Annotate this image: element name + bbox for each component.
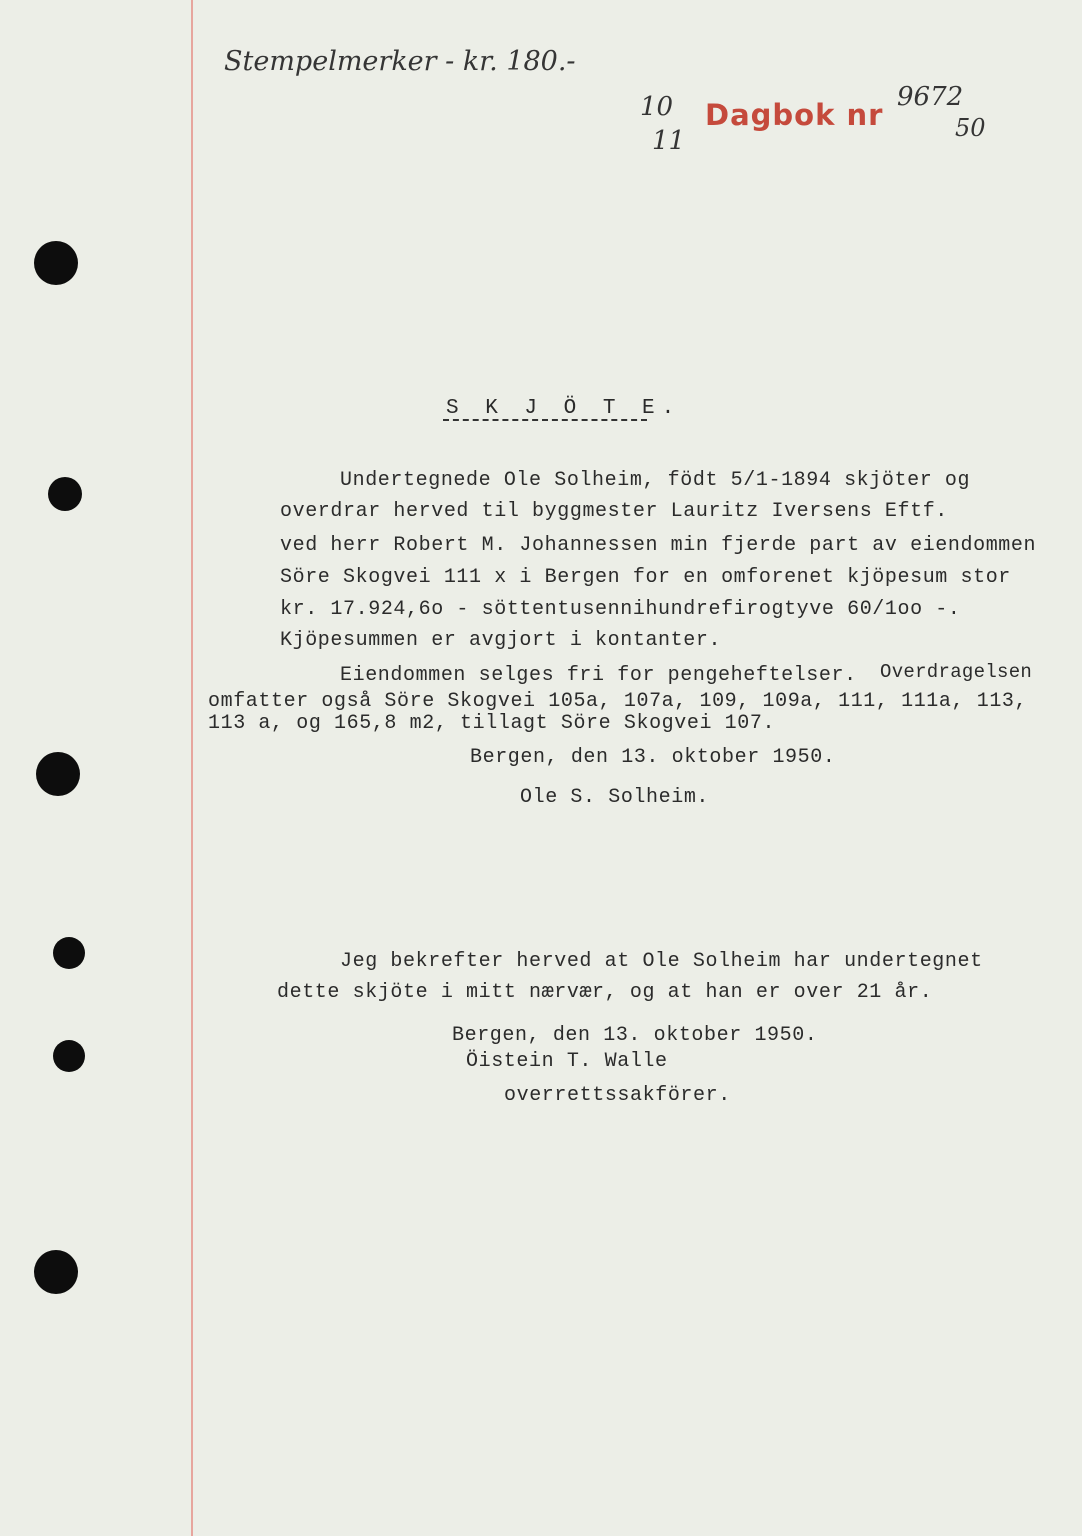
body-line: Undertegnede Ole Solheim, födt 5/1-1894 skjöter og — [340, 469, 971, 492]
body-line: Söre Skogvei 111 x i Bergen for en omforenet kjöpesum stor — [280, 566, 1011, 589]
body-line: Eiendommen selges fri for pengeheftelser. — [340, 664, 857, 687]
punch-hole — [53, 937, 85, 969]
signature-name: Ole S. Solheim. — [520, 786, 710, 809]
signature-place-date: Bergen, den 13. oktober 1950. — [470, 746, 836, 769]
witness-line: Jeg bekrefter herved at Ole Solheim har undertegnet — [340, 950, 983, 973]
margin-line — [191, 0, 193, 1536]
body-line: omfatter også Söre Skogvei 105a, 107a, 109, 109a, 111, 111a, 113, — [208, 690, 1028, 713]
witness-title: overrettssakförer. — [504, 1084, 731, 1107]
date-fraction-bottom: 11 — [652, 126, 686, 156]
witness-place-date: Bergen, den 13. oktober 1950. — [452, 1024, 818, 1047]
body-line: kr. 17.924,6o - söttentusennihundrefirogtyve 60/1oo -. — [280, 598, 961, 621]
title-underline — [443, 419, 647, 421]
punch-hole — [34, 1250, 78, 1294]
body-line: overdrar herved til byggmester Lauritz Iversens Eftf. — [280, 500, 948, 523]
document-title: S K J Ö T E. — [446, 397, 682, 420]
body-line: Kjöpesummen er avgjort i kontanter. — [280, 629, 722, 652]
punch-hole — [53, 1040, 85, 1072]
punch-hole — [34, 241, 78, 285]
body-line: Overdragelsen — [880, 661, 1033, 683]
stamp-duty-note: Stempelmerker - kr. 180.- — [224, 46, 576, 77]
journal-number: 9672 — [897, 82, 964, 112]
journal-stamp-label: Dagbok nr — [705, 98, 884, 132]
body-line: 113 a, og 165,8 m2, tillagt Söre Skogvei 107. — [208, 712, 776, 735]
witness-name: Öistein T. Walle — [466, 1050, 668, 1073]
journal-year: 50 — [955, 114, 986, 142]
body-line: ved herr Robert M. Johannessen min fjerde part av eiendommen — [280, 534, 1037, 557]
date-fraction-top: 10 — [640, 92, 674, 122]
witness-line: dette skjöte i mitt nærvær, og at han er over 21 år. — [277, 981, 933, 1004]
punch-hole — [48, 477, 82, 511]
punch-hole — [36, 752, 80, 796]
